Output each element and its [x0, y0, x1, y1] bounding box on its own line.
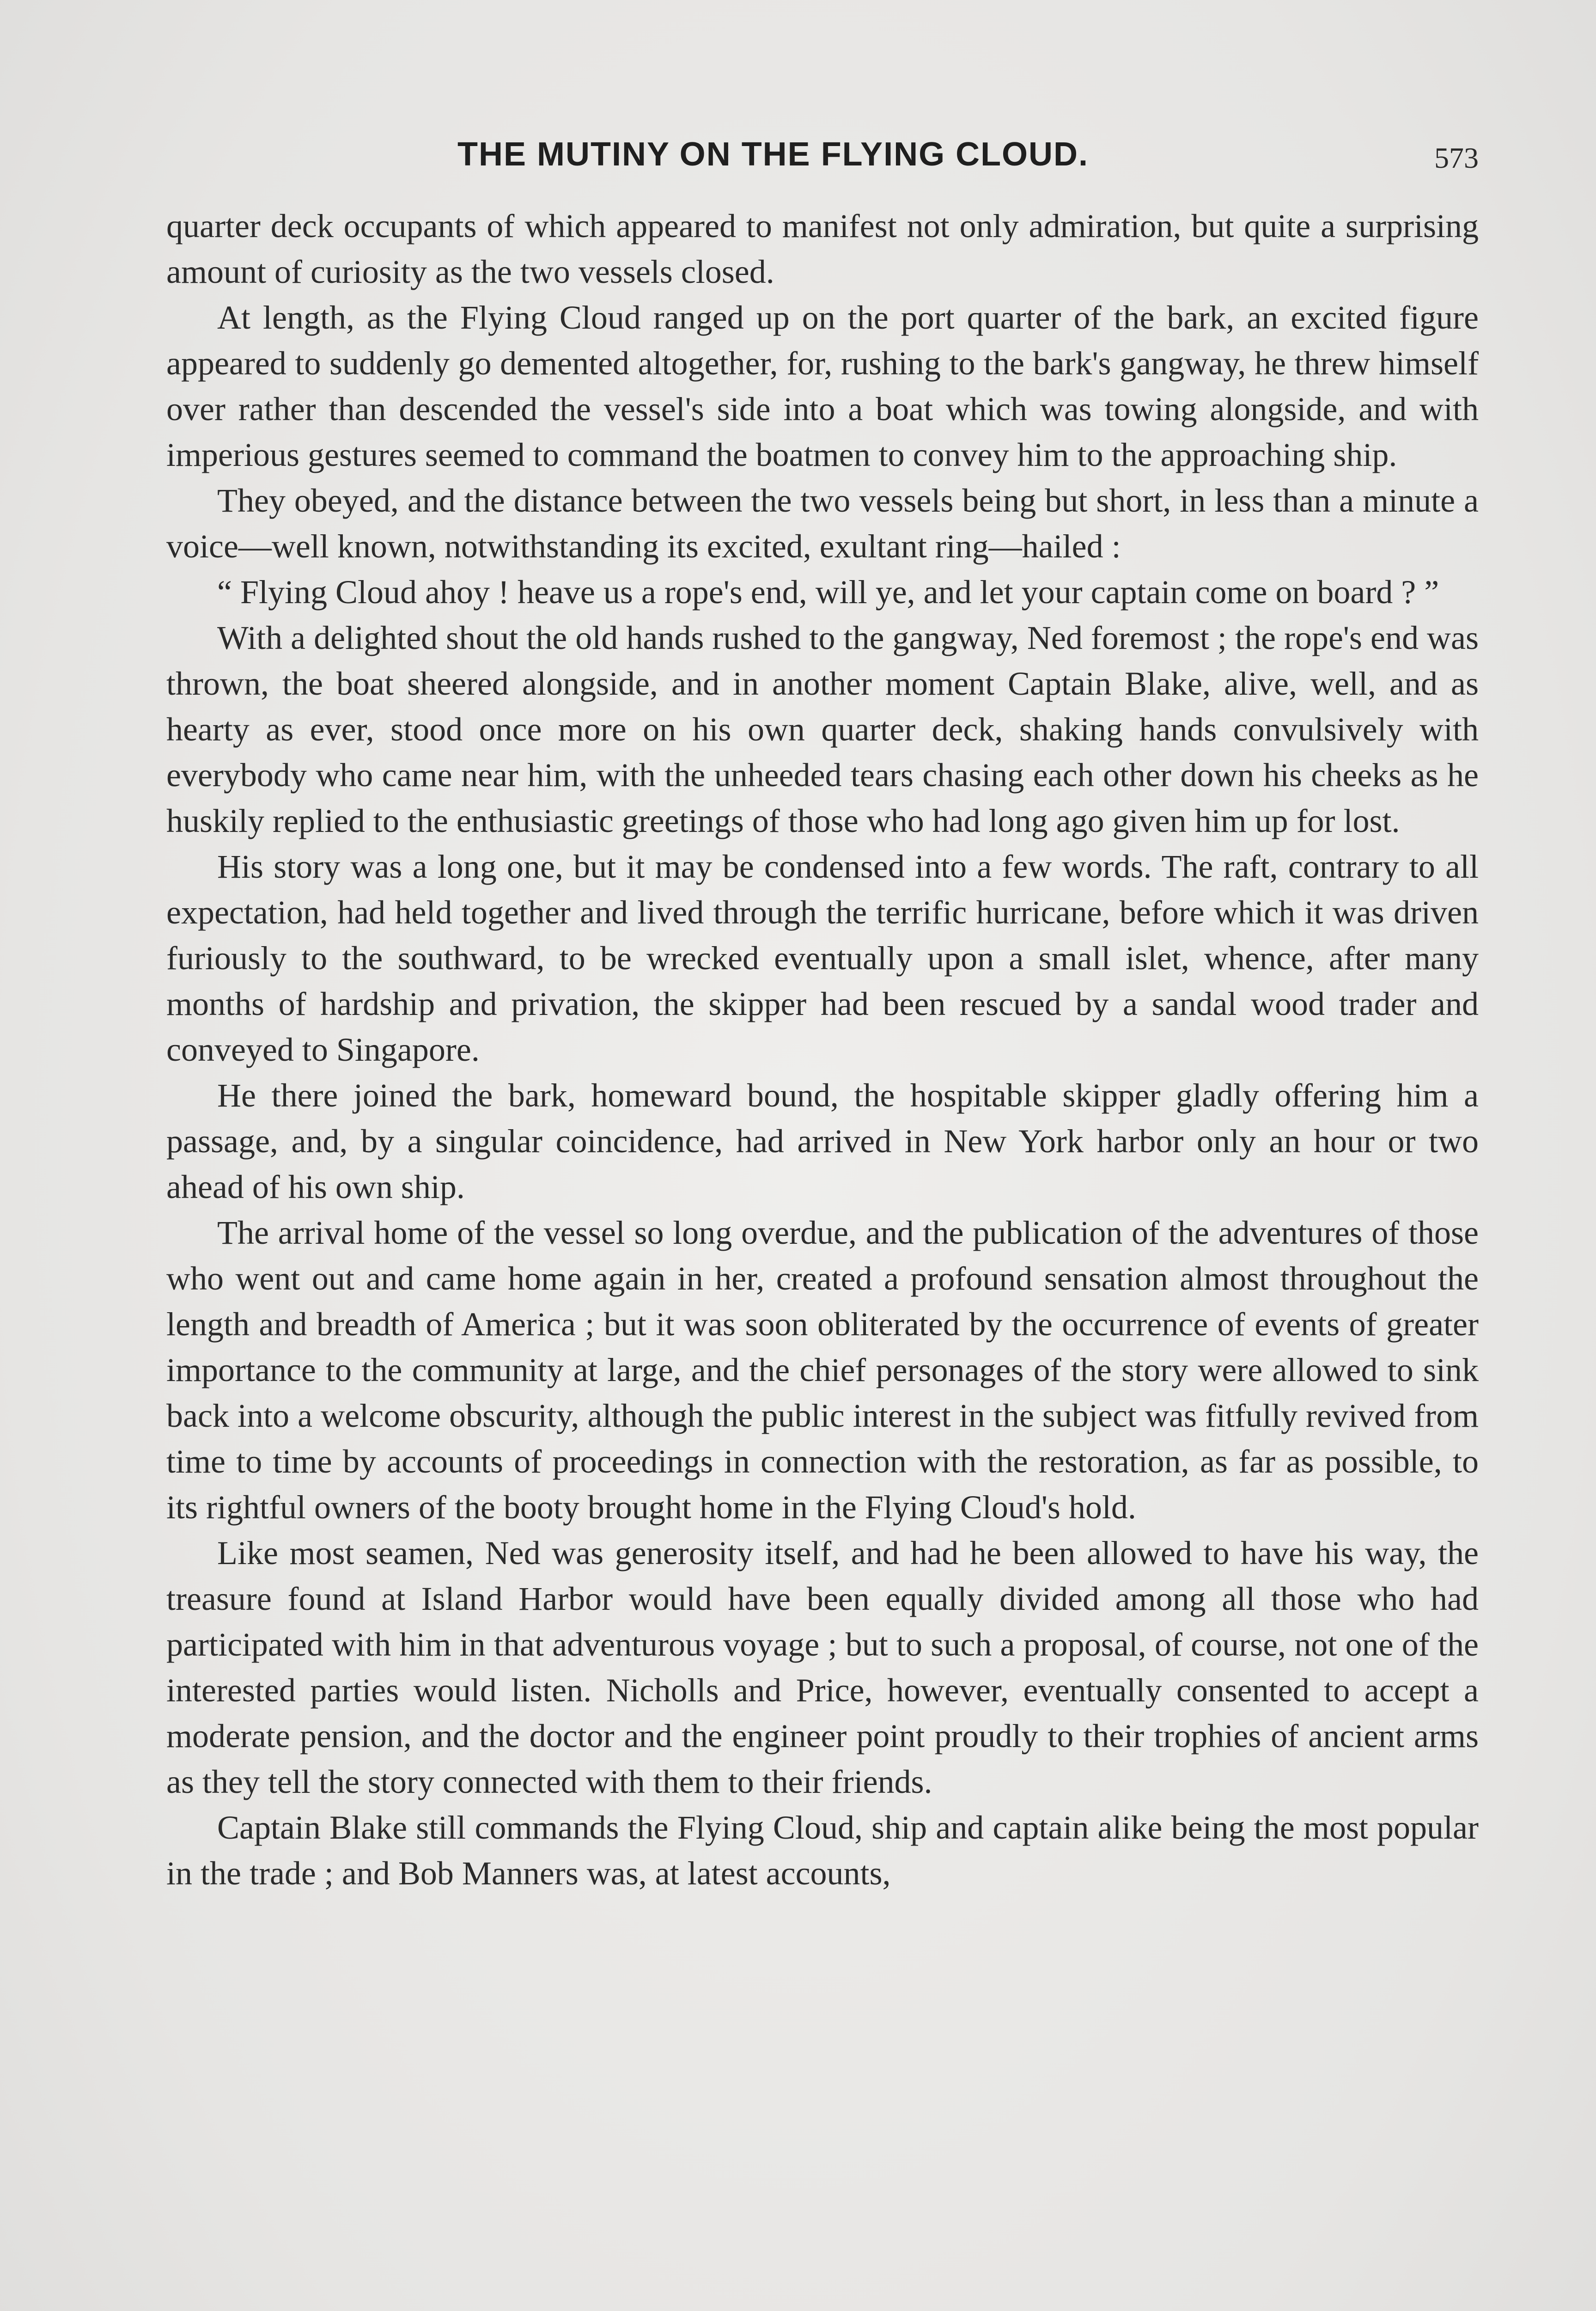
running-title: THE MUTINY ON THE FLYING CLOUD.	[457, 136, 1089, 173]
page-number: 573	[1434, 141, 1479, 174]
story-text	[166, 203, 1479, 1896]
paragraph: Captain Blake still commands the Flying Cloud, ship and captain alike being the most popular in the trade ; and Bob Manners was, at latest accounts,	[166, 1809, 1479, 1892]
paragraph: He there joined the bark, homeward bound, the hospitable skipper gladly offering him a passage, and, by a singular coincidence, had arrived in New York harbor only an hour or two ahead of his own ship.	[166, 1077, 1479, 1205]
paragraph: With a delighted shout the old hands rushed to the gangway, Ned foremost ; the rope's end was thrown, the boat sheered alongside, and in another moment Captain Blake, alive, well, and as hearty as ever, stood once more on his own quarter deck, shaking hands convulsively with everybody who came near him, with the unheeded tears chasing each other down his cheeks as he huskily replied to the enthusiastic greetings of those who had long ago given him up for lost.	[166, 619, 1479, 839]
paragraph: quarter deck occupants of which appeared to manifest not only admiration, but quite a surprising amount of curiosity as the two vessels closed.	[166, 208, 1479, 290]
paragraph: The arrival home of the vessel so long overdue, and the publication of the adventures of those who went out and came home again in her, created a profound sensation almost throughout the length and breadth of America ; but it was soon obliterated by the occurrence of events of greater importance to the community at large, and the chief personages of the story were allowed to sink back into a welcome obscurity, although the public interest in the subject was fitfully revived from time to time by accounts of proceedings in connection with the restoration, as far as possible, to its rightful owners of the booty brought home in the Flying Cloud's hold.	[166, 1214, 1479, 1526]
paragraph: They obeyed, and the distance between the two vessels being but short, in less than a minute a voice—well known, notwithstanding its excited, exultant ring—hailed :	[166, 482, 1479, 565]
paragraph: Like most seamen, Ned was generosity itself, and had he been allowed to have his way, the treasure found at Island Harbor would have been equally divided among all those who had participated with him in that adventurous voyage ; but to such a proposal, of course, not one of the interested parties would listen. Nicholls and Price, however, eventually consented to accept a moderate pension, and the doctor and the engineer point proudly to their trophies of ancient arms as they tell the story connected with them to their friends.	[166, 1535, 1479, 1800]
page-header	[166, 127, 1479, 187]
paragraph: “ Flying Cloud ahoy ! heave us a rope's end, will ye, and let your captain come on board ? ”	[217, 574, 1439, 611]
paragraph: At length, as the Flying Cloud ranged up on the port quarter of the bark, an excited figure appeared to suddenly go demented altogether, for, rushing to the bark's gangway, he threw himself over rather than descended the vessel's side into a boat which was towing alongside, and with imperious gestures seemed to command the boatmen to convey him to the approaching ship.	[166, 299, 1479, 473]
paragraph: His story was a long one, but it may be condensed into a few words. The raft, contrary to all expectation, had held together and lived through the terrific hurricane, before which it was driven furiously to the southward, to be wrecked eventually upon a small islet, whence, after many months of hardship and privation, the skipper had been rescued by a sandal wood trader and conveyed to Singapore.	[166, 848, 1479, 1068]
